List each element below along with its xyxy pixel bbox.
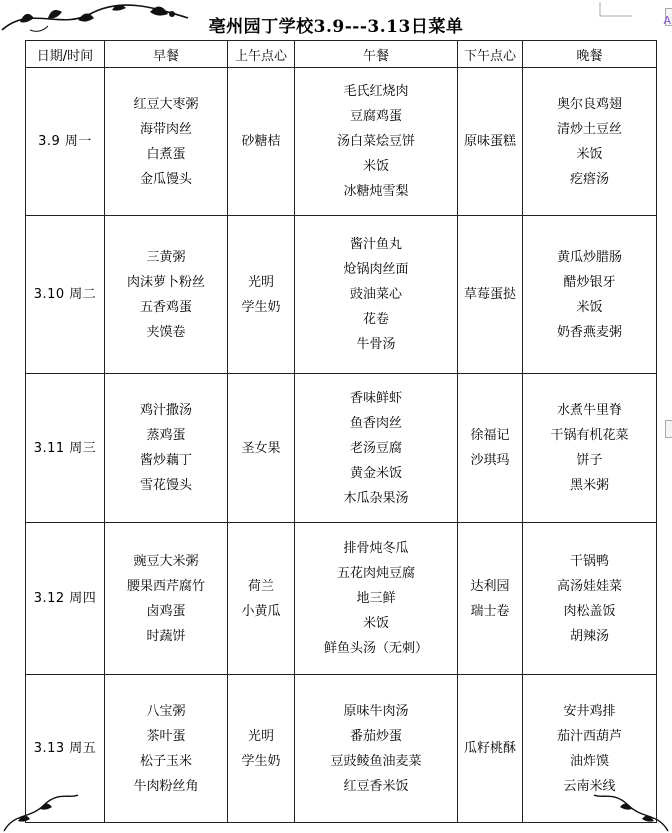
menu-item: 油炸馍 — [569, 753, 609, 769]
table-row — [26, 216, 657, 374]
table-row — [26, 68, 657, 216]
menu-item: 圣女果 — [241, 440, 281, 456]
menu-item: 毛氏红烧肉 — [343, 84, 409, 99]
breakfast-cell — [105, 68, 228, 216]
header-row — [26, 41, 657, 68]
menu-item: 汤白菜烩豆饼 — [336, 134, 415, 149]
date-cell: 3.13 周五 — [26, 675, 105, 823]
menu-item: 豉油菜心 — [349, 287, 402, 302]
menu-item: 酱炒藕丁 — [139, 453, 192, 468]
menu-item: 光明 — [247, 728, 274, 744]
afternoon-snack-cell — [458, 675, 523, 823]
date-cell: 3.10 周二 — [26, 216, 105, 374]
menu-item: 肉沫萝卜粉丝 — [126, 274, 205, 290]
menu-item: 花卷 — [362, 312, 389, 327]
menu-item: 茄汁西葫芦 — [556, 728, 622, 744]
lunch-cell — [295, 374, 458, 523]
breakfast-cell — [105, 216, 228, 374]
menu-item: 鲜鱼头汤（无刺） — [323, 641, 428, 656]
menu-item: 清炒土豆丝 — [556, 121, 622, 137]
style-icon: A — [663, 14, 671, 27]
menu-item: 时蔬饼 — [146, 628, 186, 644]
menu-item: 红豆大枣粥 — [133, 96, 199, 112]
menu-item: 水煮牛里脊 — [556, 403, 622, 418]
menu-item: 黄金米饭 — [349, 465, 402, 481]
dinner-cell — [523, 675, 657, 823]
menu-item: 雪花馒头 — [139, 478, 192, 493]
breakfast-cell — [105, 374, 228, 523]
morning-snack-cell — [228, 675, 295, 823]
header-lunch: 午餐 — [295, 41, 458, 68]
header-date: 日期/时间 — [26, 41, 105, 68]
menu-table — [25, 40, 657, 823]
morning-snack-cell — [228, 523, 295, 675]
menu-item: 干锅鸭 — [569, 553, 609, 569]
menu-item: 豆豉鲮鱼油麦菜 — [330, 753, 422, 769]
header-morning-snack: 上午点心 — [228, 41, 295, 68]
menu-item: 海带肉丝 — [139, 121, 192, 137]
morning-snack-cell — [228, 216, 295, 374]
menu-item: 香味鲜虾 — [349, 390, 402, 406]
menu-item: 鸡汁撒汤 — [139, 403, 192, 418]
menu-item: 五香鸡蛋 — [139, 299, 192, 315]
menu-item: 八宝粥 — [146, 703, 186, 719]
afternoon-snack-cell — [458, 374, 523, 523]
menu-item: 冰糖炖雪梨 — [343, 184, 409, 199]
menu-item: 米饭 — [576, 146, 603, 162]
lunch-cell — [295, 216, 458, 374]
menu-item: 番茄炒蛋 — [349, 728, 402, 744]
table-row — [26, 675, 657, 823]
table-row — [26, 523, 657, 675]
table-row — [26, 374, 657, 523]
menu-item: 黄瓜炒腊肠 — [556, 249, 622, 265]
dinner-cell — [523, 216, 657, 374]
menu-item: 腰果西芹腐竹 — [126, 578, 205, 594]
menu-item: 豆腐鸡蛋 — [349, 109, 402, 124]
dinner-cell — [523, 68, 657, 216]
menu-item: 原味蛋糕 — [463, 134, 516, 149]
menu-item: 白煮蛋 — [146, 146, 186, 162]
afternoon-snack-cell — [458, 216, 523, 374]
menu-item: 原味牛肉汤 — [343, 703, 409, 719]
menu-item: 荷兰 — [247, 578, 274, 594]
menu-item: 云南米线 — [563, 778, 616, 794]
afternoon-snack-cell — [458, 68, 523, 216]
lunch-cell — [295, 523, 458, 675]
menu-item: 豌豆大米粥 — [133, 553, 199, 569]
morning-snack-cell — [228, 68, 295, 216]
afternoon-snack-cell — [458, 523, 523, 675]
page-title: 亳州园丁学校3.9---3.13日菜单 — [208, 17, 464, 37]
lunch-cell — [295, 675, 458, 823]
menu-item: 小黄瓜 — [241, 603, 281, 619]
menu-item: 金瓜馒头 — [139, 171, 192, 187]
menu-item: 徐福记 — [470, 428, 510, 443]
dinner-cell — [523, 523, 657, 675]
menu-item: 黑米粥 — [569, 478, 609, 493]
menu-item: 鱼香肉丝 — [349, 415, 402, 431]
date-cell: 3.11 周三 — [26, 374, 105, 523]
menu-item: 松子玉米 — [139, 753, 192, 769]
menu-item: 木瓜杂果汤 — [343, 490, 409, 506]
menu-item: 学生奶 — [241, 299, 281, 315]
menu-item: 地三鲜 — [356, 591, 396, 606]
menu-item: 老汤豆腐 — [349, 440, 402, 456]
lunch-cell — [295, 68, 458, 216]
menu-item: 茶叶蛋 — [146, 728, 186, 744]
menu-item: 排骨炖冬瓜 — [343, 541, 409, 556]
menu-item: 米饭 — [362, 159, 389, 174]
menu-item: 草莓蛋挞 — [463, 287, 516, 302]
menu-item: 红豆香米饭 — [343, 778, 409, 794]
morning-snack-cell — [228, 374, 295, 523]
menu-item: 光明 — [247, 274, 274, 290]
menu-item: 牛肉粉丝角 — [133, 778, 199, 794]
menu-item: 安井鸡排 — [563, 703, 616, 719]
menu-item: 沙琪玛 — [470, 453, 510, 468]
date-cell: 3.9 周一 — [26, 68, 105, 216]
menu-item: 米饭 — [362, 616, 389, 631]
menu-item: 达利园 — [470, 578, 510, 594]
menu-item: 酱汁鱼丸 — [349, 237, 402, 252]
menu-item: 砂糖桔 — [241, 134, 281, 149]
header-breakfast: 早餐 — [105, 41, 228, 68]
menu-item: 奶香燕麦粥 — [556, 324, 622, 340]
menu-item: 肉松盖饭 — [563, 603, 616, 619]
menu-item: 疙瘩汤 — [569, 171, 609, 187]
menu-item: 牛骨汤 — [356, 337, 396, 352]
dinner-cell — [523, 374, 657, 523]
menu-item: 五花肉炖豆腐 — [336, 566, 415, 581]
menu-item: 高汤娃娃菜 — [556, 578, 622, 594]
menu-item: 瑞士卷 — [470, 603, 510, 619]
header-dinner: 晚餐 — [523, 41, 657, 68]
breakfast-cell — [105, 523, 228, 675]
menu-item: 蒸鸡蛋 — [146, 428, 186, 443]
menu-item: 醋炒银牙 — [563, 274, 616, 290]
menu-item: 奥尔良鸡翅 — [556, 96, 622, 112]
menu-item: 卤鸡蛋 — [146, 603, 186, 619]
menu-item: 胡辣汤 — [569, 628, 609, 644]
page-edge-tab-middle — [665, 420, 672, 438]
header-afternoon-snack: 下午点心 — [458, 41, 523, 68]
menu-item: 炝锅肉丝面 — [343, 262, 409, 277]
menu-item: 瓜籽桃酥 — [463, 741, 516, 756]
date-cell: 3.12 周四 — [26, 523, 105, 675]
menu-item: 学生奶 — [241, 753, 281, 769]
menu-item: 米饭 — [576, 299, 603, 315]
menu-item: 三黄粥 — [146, 249, 186, 265]
menu-item: 夹馍卷 — [146, 324, 186, 340]
menu-item: 干锅有机花菜 — [550, 428, 629, 443]
menu-item: 饼子 — [576, 453, 603, 468]
breakfast-cell — [105, 675, 228, 823]
